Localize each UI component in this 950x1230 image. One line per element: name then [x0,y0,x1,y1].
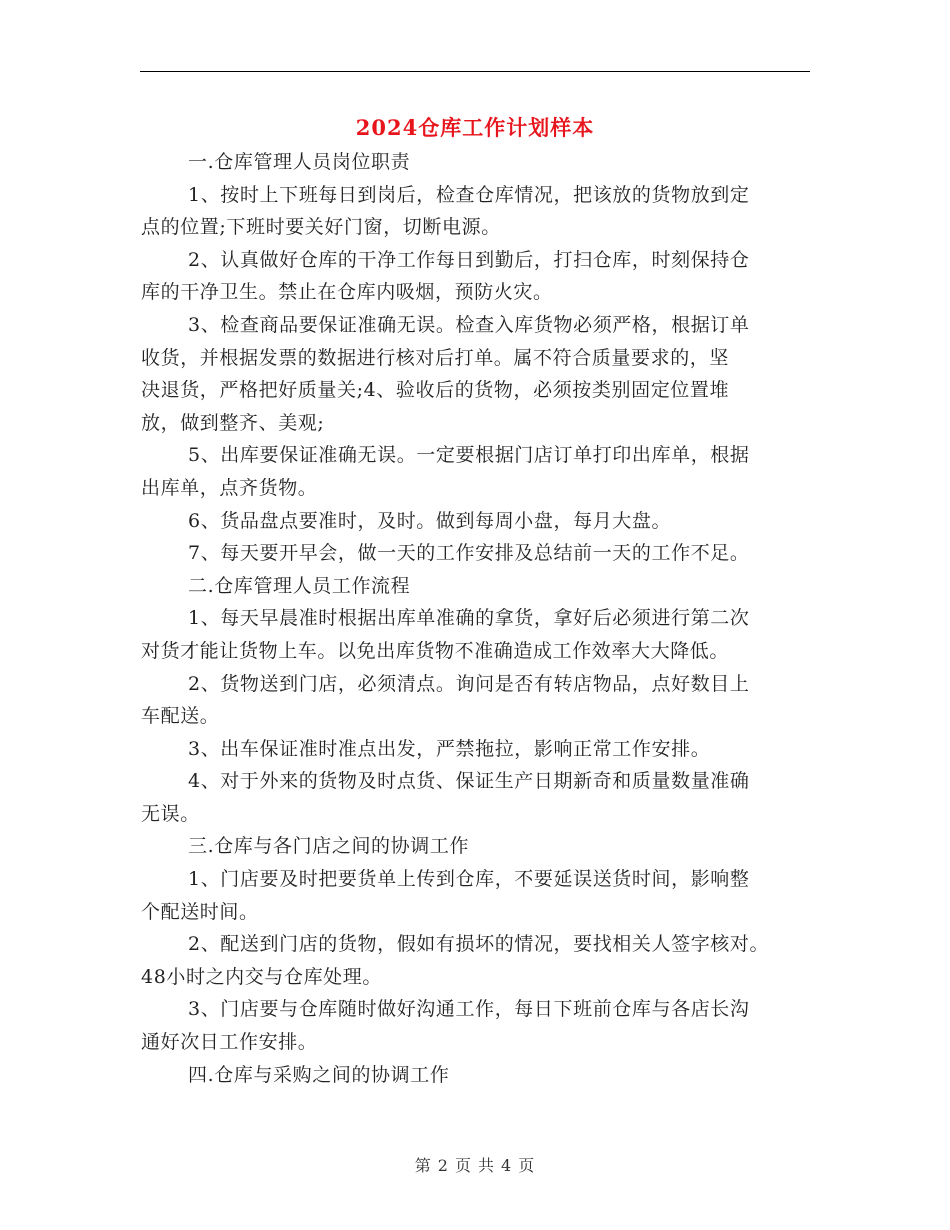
text-line: 3、门店要与仓库随时做好沟通工作，每日下班前仓库与各店长沟 [188,998,750,1021]
text-line: 四.仓库与采购之间的协调工作 [188,1063,450,1086]
footer-prefix: 第 [414,1156,432,1175]
header-rule [140,71,810,72]
text-line: 2、货物送到门店，必须清点。询问是否有转店物品，点好数目上 [188,672,750,695]
text-line: 决退货，严格把好质量关;4、验收后的货物，必须按类别固定位置堆 [141,379,730,402]
text-line: 收货，并根据发票的数据进行核对后打单。属不符合质量要求的，坚 [141,346,730,369]
text-line: 5、出库要保证准确无误。一定要根据门店订单打印出库单，根据 [188,444,750,467]
text-line: 3、检查商品要保证准确无误。检查入库货物必须严格，根据订单 [188,313,750,336]
text-line: 点的位置;下班时要关好门窗，切断电源。 [141,216,501,239]
text-line: 一.仓库管理人员岗位职责 [188,151,411,173]
text-line: 2、配送到门店的货物，假如有损坏的情况，要找相关人签字核对。 [188,933,770,956]
text-line: 无误。 [141,802,200,825]
text-line: 48小时之内交与仓库处理。 [141,965,382,988]
text-line: 3、出车保证准时准点出发，严禁拖拉，影响正常工作安排。 [188,737,711,760]
text-line: 二.仓库管理人员工作流程 [188,574,411,597]
text-line: 库的干净卫生。禁止在仓库内吸烟，预防火灾。 [141,281,553,304]
footer-suffix: 页 [518,1156,536,1175]
text-line: 1、每天早晨准时根据出库单准确的拿货，拿好后必须进行第二次 [188,607,750,630]
page-footer [0,1153,950,1176]
document-title: 2024仓库工作计划样本 [355,115,595,140]
text-line: 出库单，点齐货物。 [141,476,318,499]
text-line: 个配送时间。 [141,900,259,923]
text-line: 6、货品盘点要准时，及时。做到每周小盘，每月大盘。 [188,509,672,532]
footer-total-word: 共 [478,1156,496,1175]
text-line: 1、门店要及时把要货单上传到仓库，不要延误送货时间，影响整 [188,868,750,891]
document-body [141,146,821,1091]
text-line: 4、对于外来的货物及时点货、保证生产日期新奇和质量数量准确 [188,770,750,793]
text-line: 2、认真做好仓库的干净工作每日到勤后，打扫仓库，时刻保持仓 [188,248,750,271]
text-line: 1、按时上下班每日到岗后，检查仓库情况，把该放的货物放到定 [188,183,750,206]
text-line: 车配送。 [141,705,220,728]
text-line: 放，做到整齐、美观; [141,411,325,434]
text-line: 对货才能让货物上车。以免出库货物不准确造成工作效率大大降低。 [141,639,730,662]
text-line: 7、每天要开早会，做一天的工作安排及总结前一天的工作不足。 [188,542,750,565]
text-line: 通好次日工作安排。 [141,1031,318,1054]
text-line: 三.仓库与各门店之间的协调工作 [188,835,470,858]
footer-current-page: 2 [437,1156,449,1175]
footer-total-pages: 4 [501,1156,513,1175]
footer-page-word: 页 [454,1156,472,1175]
